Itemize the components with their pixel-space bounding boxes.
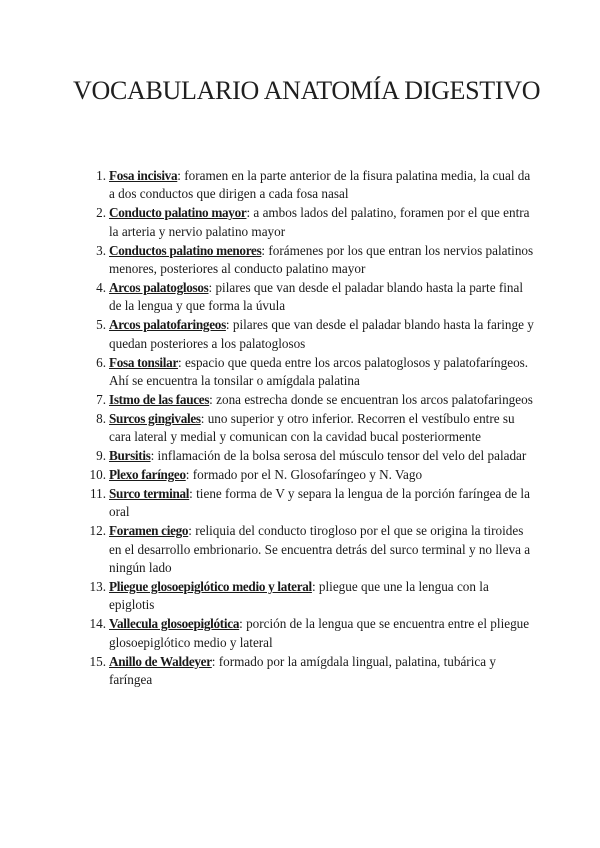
list-item	[73, 242, 535, 279]
item-term: Anillo de Waldeyer	[109, 653, 212, 669]
item-definition: : a ambos lados del palatino, foramen por el que entra la arteria y nervio palatino mayor	[109, 205, 530, 239]
item-term: Pliegue glosoepiglótico medio y lateral	[109, 578, 312, 594]
item-term: Fosa tonsilar	[109, 354, 178, 370]
item-definition: : reliquia del conducto tirogloso por el que se origina la tiroides en el desarrollo embrionario. Se encuentra detrás del surco terminal y no lleva a ningún lado	[109, 523, 531, 576]
list-item	[73, 354, 535, 391]
list-item	[73, 485, 535, 522]
list-item	[73, 410, 535, 447]
list-item	[73, 391, 535, 409]
item-term: Arcos palatofaringeos	[109, 317, 226, 333]
item-number: 13.	[89, 578, 106, 594]
list-item	[73, 466, 535, 484]
item-number: 4.	[96, 279, 106, 295]
list-item	[73, 447, 535, 465]
vocabulary-list	[73, 167, 535, 690]
item-definition: : tiene forma de V y separa la lengua de la porción faríngea de la oral	[109, 485, 530, 520]
item-number: 10.	[89, 467, 106, 482]
item-definition: : foramen en la parte anterior de la fisura palatina media, la cual da a dos conductos que dirigen a cada fosa nasal	[109, 168, 531, 202]
item-term: Plexo faríngeo	[109, 467, 186, 482]
item-term: Vallecula glosoepiglótica	[109, 616, 240, 632]
item-number: 9.	[96, 448, 106, 464]
item-definition: : inflamación de la bolsa serosa del músculo tensor del velo del paladar	[150, 448, 527, 464]
item-term: Fosa incisiva	[109, 168, 178, 183]
item-number: 7.	[96, 391, 106, 407]
list-item	[73, 615, 535, 652]
item-definition: : pilares que van desde el paladar blando hasta la faringe y quedan posteriores a los palatoglosos	[109, 317, 534, 351]
item-definition: : porción de la lengua que se encuentra entre el pliegue glosoepiglótico medio y lateral	[109, 616, 530, 650]
list-item	[73, 578, 535, 615]
item-term: Conducto palatino mayor	[109, 205, 247, 221]
item-number: 2.	[96, 205, 106, 221]
item-number: 14.	[89, 616, 106, 632]
item-number: 15.	[89, 653, 106, 669]
item-number: 8.	[96, 410, 106, 426]
list-item	[73, 522, 535, 577]
item-term: Conductos palatino menores	[109, 242, 262, 258]
item-number: 6.	[96, 354, 106, 370]
item-definition: : formado por el N. Glosofaríngeo y N. Vago	[185, 467, 423, 482]
list-item	[73, 653, 535, 690]
item-definition: : pliegue que une la lengua con la epiglotis	[109, 578, 489, 613]
item-term: Surcos gingivales	[109, 410, 201, 426]
list-item	[73, 204, 535, 241]
item-term: Surco terminal	[109, 485, 190, 501]
list-item	[73, 167, 535, 204]
item-number: 5.	[96, 317, 106, 333]
list-item	[73, 316, 535, 353]
item-definition: : pilares que van desde el paladar blando hasta la parte final de la lengua y que forma la úvula	[109, 279, 524, 314]
item-number: 3.	[96, 242, 106, 258]
list-item	[73, 279, 535, 316]
item-definition: : uno superior y otro inferior. Recorren el vestíbulo entre su cara lateral y medial y comunican con la cavidad bucal posteriormente	[109, 410, 515, 445]
item-number: 1.	[96, 168, 106, 183]
item-term: Bursitis	[109, 448, 151, 464]
item-definition: : zona estrecha donde se encuentran los arcos palatofaringeos	[209, 391, 533, 407]
item-number: 12.	[89, 523, 106, 539]
item-term: Foramen ciego	[109, 523, 189, 539]
document-title: VOCABULARIO ANATOMÍA DIGESTIVO	[73, 76, 541, 105]
item-term: Arcos palatoglosos	[109, 279, 209, 295]
item-term: Istmo de las fauces	[109, 391, 210, 407]
item-definition: : espacio que queda entre los arcos palatoglosos y palatofaríngeos. Ahí se encuentra la tonsilar o amígdala palatina	[109, 354, 529, 388]
item-number: 11.	[90, 485, 106, 501]
item-definition: : formado por la amígdala lingual, palatina, tubárica y faríngea	[109, 653, 496, 687]
item-definition: : forámenes por los que entran los nervios palatinos menores, posteriores al conducto palatino mayor	[109, 242, 534, 277]
